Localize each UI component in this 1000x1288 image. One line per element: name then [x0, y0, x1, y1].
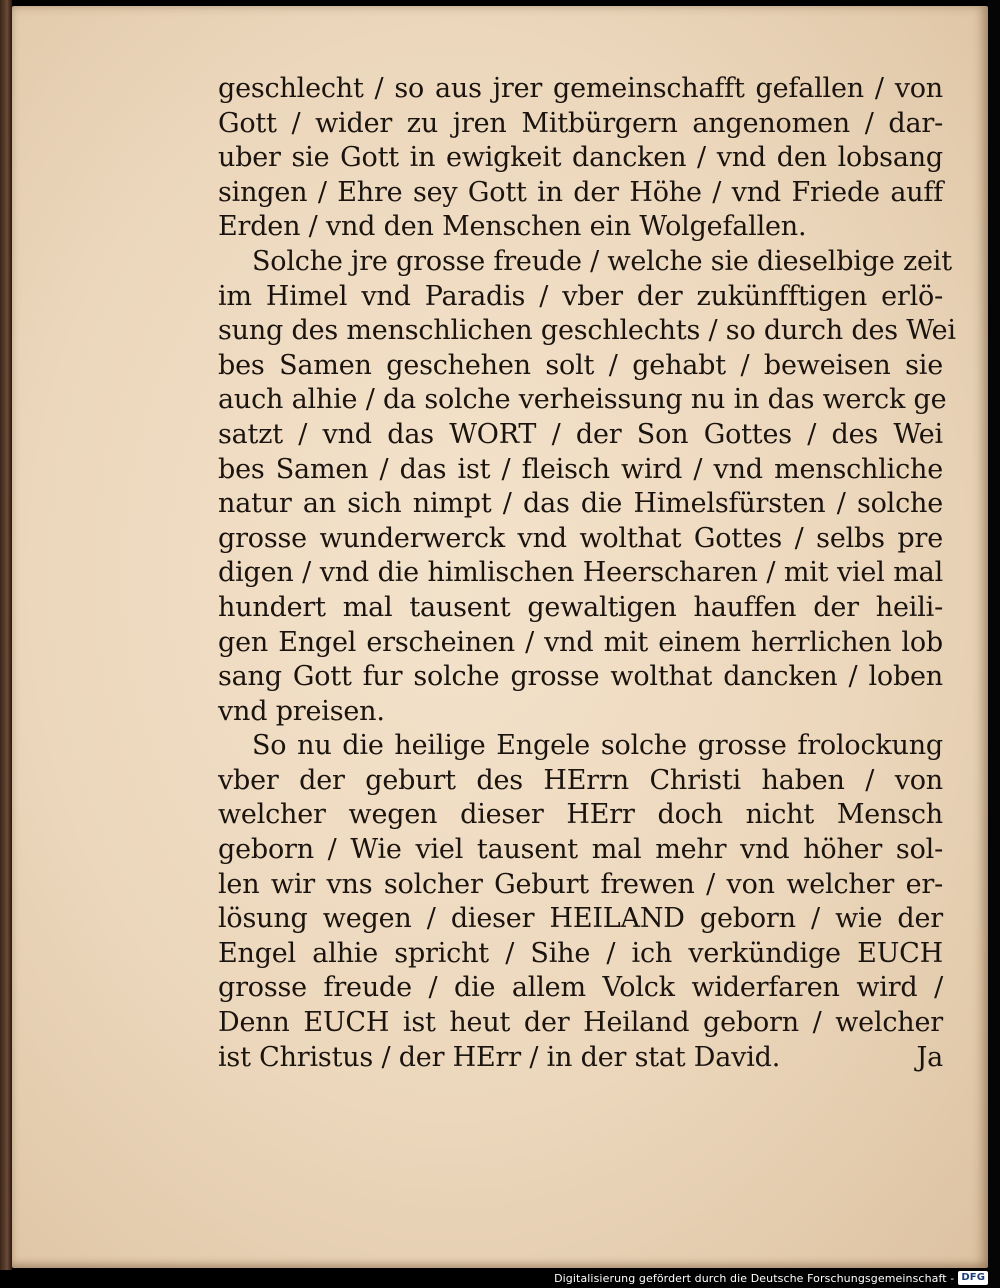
credit-text: Digitalisierung gefördert durch die Deutsche Forschungsgemeinschaft - — [554, 1271, 955, 1285]
dfg-logo: DFG — [958, 1271, 988, 1285]
final-line-text: ist Christus / der HErr / in der stat David. — [218, 1041, 781, 1073]
text-line: bes Samen / das ist / fleisch wird / vnd menschliche — [218, 453, 943, 485]
text-line: gen Engel erscheinen / vnd mit einem herrlichen lob — [218, 626, 943, 658]
text-line: Solche jre grosse freude / welche sie dieselbige zeit — [252, 245, 952, 277]
text-line: Gott / wider zu jren Mitbürgern angenomen / dar- — [218, 107, 943, 139]
text-line: uber sie Gott in ewigkeit dancken / vnd den lobsang — [218, 142, 943, 174]
text-line: welcher wegen dieser HErr doch nicht Mensch — [218, 799, 943, 831]
text-line: Erden / vnd den Menschen ein Wolgefallen. — [218, 211, 807, 243]
text-line: satzt / vnd das WORT / der Son Gottes / des Wei — [218, 418, 943, 450]
text-line: singen / Ehre sey Gott in der Höhe / vnd Friede auff — [218, 176, 943, 208]
text-line: grosse wunderwerck vnd wolthat Gottes / selbs pre — [218, 522, 943, 554]
text-line: Denn EUCH ist heut der Heiland geborn / welcher — [218, 1007, 943, 1039]
text-line: len wir vns solcher Geburt frewen / von welcher er- — [218, 868, 943, 900]
text-line: So nu die heilige Engele solche grosse frolockung — [252, 730, 943, 762]
text-line: natur an sich nimpt / das die Himelsfürsten / solche — [218, 488, 943, 520]
text-line: grosse freude / die allem Volck widerfaren wird / — [218, 972, 943, 1004]
book-spine — [0, 0, 12, 1270]
text-line: bes Samen geschehen solt / gehabt / beweisen sie — [218, 349, 943, 381]
text-line: Engel alhie spricht / Sihe / ich verkündige EUCH — [218, 937, 943, 969]
page-text-block — [218, 72, 956, 1075]
text-line: auch alhie / da solche verheissung nu in das werck ge — [218, 384, 947, 416]
text-line: geborn / Wie viel tausent mal mehr vnd höher sol- — [218, 834, 943, 866]
text-line: digen / vnd die himlischen Heerscharen / mit viel mal — [218, 557, 943, 589]
text-line: vnd preisen. — [218, 695, 385, 727]
catchword: Ja — [916, 1041, 943, 1073]
text-line: hundert mal tausent gewaltigen hauffen der heili- — [218, 591, 943, 623]
text-line: im Himel vnd Paradis / vber der zukünfftigen erlö- — [218, 280, 943, 312]
scan-border — [988, 0, 1000, 1288]
text-line: lösung wegen / dieser HEILAND geborn / wie der — [218, 903, 943, 935]
text-line: vber der geburt des HErrn Christi haben / von — [218, 764, 943, 796]
digitization-credit — [554, 1268, 988, 1288]
final-text-line — [218, 1041, 943, 1076]
text-line: sang Gott fur solche grosse wolthat dancken / loben — [218, 661, 943, 693]
text-line: geschlecht / so aus jrer gemeinschafft gefallen / von — [218, 73, 943, 104]
text-line: sung des menschlichen geschlechts / so durch des Wei — [218, 315, 956, 347]
